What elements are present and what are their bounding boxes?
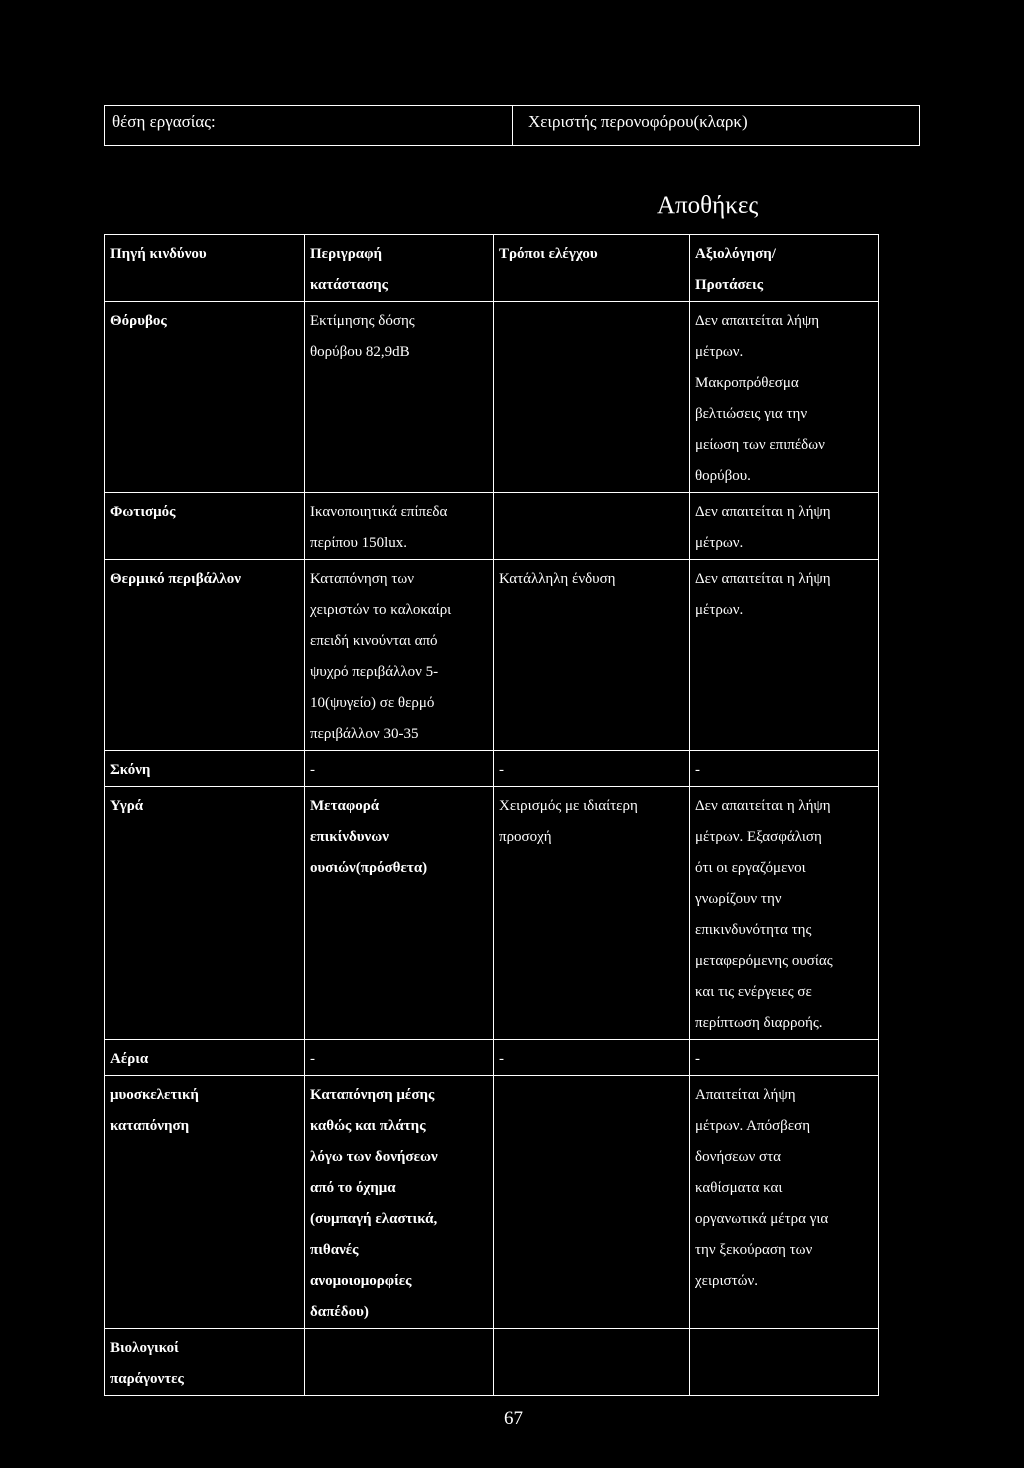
cell-line: Δεν απαιτείται η λήψη [695,571,831,587]
cell-controls [494,751,690,787]
cell-line: - [499,762,504,778]
cell-line: προσοχή [499,829,552,845]
cell-assessment [690,751,879,787]
header-situation-description [305,235,494,302]
cell-line: Εκτίμησης δόσης [310,313,415,329]
section-title: Αποθήκες [657,192,759,219]
cell-line: Αξιολόγηση/ [695,246,776,262]
cell-line: ανομοιομορφίες [310,1273,412,1289]
cell-line: χειριστών το καλοκαίρι [310,602,452,618]
cell-line: δονήσεων στα [695,1149,781,1165]
cell-description [305,560,494,751]
header-divider [512,106,513,145]
cell-controls [494,560,690,751]
cell-line: - [310,762,315,778]
cell-line: από το όχημα [310,1180,396,1196]
cell-source [105,1040,305,1076]
cell-description [305,493,494,560]
cell-line: ψυχρό περιβάλλον 5- [310,664,439,680]
cell-line: περιβάλλον 30-35 [310,726,419,742]
cell-line: μεταφερόμενης ουσίας [695,953,833,969]
cell-line: μείωση των επιπέδων [695,437,825,453]
cell-line: - [695,1051,700,1067]
cell-line: Βιολογικοί [110,1340,179,1356]
cell-line: Κατάλληλη ένδυση [499,571,616,587]
cell-controls [494,1329,690,1396]
cell-source [105,302,305,493]
cell-line: οργανωτικά μέτρα για [695,1211,829,1227]
cell-line: επικίνδυνων [310,829,389,845]
cell-line: γνωρίζουν την [695,891,782,907]
table-row [105,787,879,1040]
cell-line: ότι οι εργαζόμενοι [695,860,806,876]
cell-line: μέτρων. Απόσβεση [695,1118,811,1134]
cell-source [105,493,305,560]
cell-line: παράγοντες [110,1371,184,1387]
cell-line: 10(ψυγείο) σε θερμό [310,695,435,711]
cell-assessment [690,493,879,560]
cell-line: βελτιώσεις για την [695,406,808,422]
table-row [105,493,879,560]
cell-line: δαπέδου) [310,1304,369,1320]
cell-line: χειριστών. [695,1273,759,1289]
cell-line: περίπου 150lux. [310,535,408,551]
cell-controls [494,493,690,560]
table-header [105,235,879,302]
cell-controls [494,1040,690,1076]
cell-line: (συμπαγή ελαστικά, [310,1211,438,1227]
cell-line: Απαιτείται λήψη [695,1087,796,1103]
cell-line: Μεταφορά [310,798,380,814]
cell-description [305,1076,494,1329]
cell-line: περίπτωση διαρροής. [695,1015,823,1031]
cell-source [105,1076,305,1329]
cell-line: ουσιών(πρόσθετα) [310,860,428,876]
cell-line: Αέρια [110,1051,149,1067]
job-position-header [104,105,920,146]
cell-controls [494,1076,690,1329]
page-number: 67 [504,1408,523,1429]
table-row [105,1040,879,1076]
cell-line: Φωτισμός [110,504,176,520]
cell-line: μυοσκελετική [110,1087,199,1103]
cell-line: Καταπόνηση των [310,571,415,587]
table-row [105,1329,879,1396]
cell-line: Υγρά [110,798,144,814]
cell-line: θορύβου 82,9dB [310,344,410,360]
cell-line: κατάστασης [310,277,389,293]
table-row [105,302,879,493]
cell-line: Τρόποι ελέγχου [499,246,598,262]
cell-assessment [690,560,879,751]
cell-line: μέτρων. Εξασφάλιση [695,829,822,845]
cell-source [105,560,305,751]
cell-line: Δεν απαιτείται η λήψη [695,798,831,814]
cell-assessment [690,1040,879,1076]
cell-line: Πηγή κινδύνου [110,246,207,262]
cell-line: καθώς και πλάτης [310,1118,426,1134]
cell-line: Προτάσεις [695,277,764,293]
cell-line: Μακροπρόθεσμα [695,375,799,391]
cell-description [305,1329,494,1396]
cell-line: Χειρισμός με ιδιαίτερη [499,798,638,814]
cell-source [105,1329,305,1396]
cell-assessment [690,787,879,1040]
cell-line: Δεν απαιτείται η λήψη [695,504,831,520]
table-row [105,1076,879,1329]
cell-line: μέτρων. [695,535,744,551]
cell-line: μέτρων. [695,344,744,360]
cell-description [305,1040,494,1076]
cell-line: Θερμικό περιβάλλον [110,571,241,587]
header-assessment-proposals [690,235,879,302]
cell-line: Δεν απαιτείται λήψη [695,313,820,329]
cell-line: Καταπόνηση μέσης [310,1087,435,1103]
cell-controls [494,787,690,1040]
cell-description [305,787,494,1040]
cell-line: την ξεκούραση των [695,1242,813,1258]
cell-line: Θόρυβος [110,313,167,329]
cell-source [105,787,305,1040]
cell-line: καταπόνηση [110,1118,190,1134]
cell-assessment [690,1076,879,1329]
cell-line: καθίσματα και [695,1180,783,1196]
cell-assessment [690,1329,879,1396]
cell-source [105,751,305,787]
cell-line: - [499,1051,504,1067]
cell-line: λόγω των δονήσεων [310,1149,438,1165]
table-row [105,751,879,787]
table-header-row [105,235,879,302]
cell-line: θορύβου. [695,468,751,484]
job-position-value: Χειριστής περονοφόρου(κλαρκ) [528,112,748,131]
header-hazard-source [105,235,305,302]
cell-assessment [690,302,879,493]
cell-controls [494,302,690,493]
cell-line: πιθανές [310,1242,359,1258]
cell-line: Ικανοποιητικά επίπεδα [310,504,448,520]
cell-description [305,751,494,787]
table-row [105,560,879,751]
cell-line: Σκόνη [110,762,151,778]
cell-line: και τις ενέργειες σε [695,984,812,1000]
cell-description [305,302,494,493]
cell-line: Περιγραφή [310,246,383,262]
table-body [105,302,879,1396]
cell-line: επειδή κινούνται από [310,633,438,649]
cell-line: - [310,1051,315,1067]
job-position-label: θέση εργασίας: [112,112,216,131]
cell-line: - [695,762,700,778]
cell-line: επικινδυνότητα της [695,922,812,938]
risk-assessment-table [104,234,879,1396]
cell-line: μέτρων. [695,602,744,618]
header-control-methods [494,235,690,302]
